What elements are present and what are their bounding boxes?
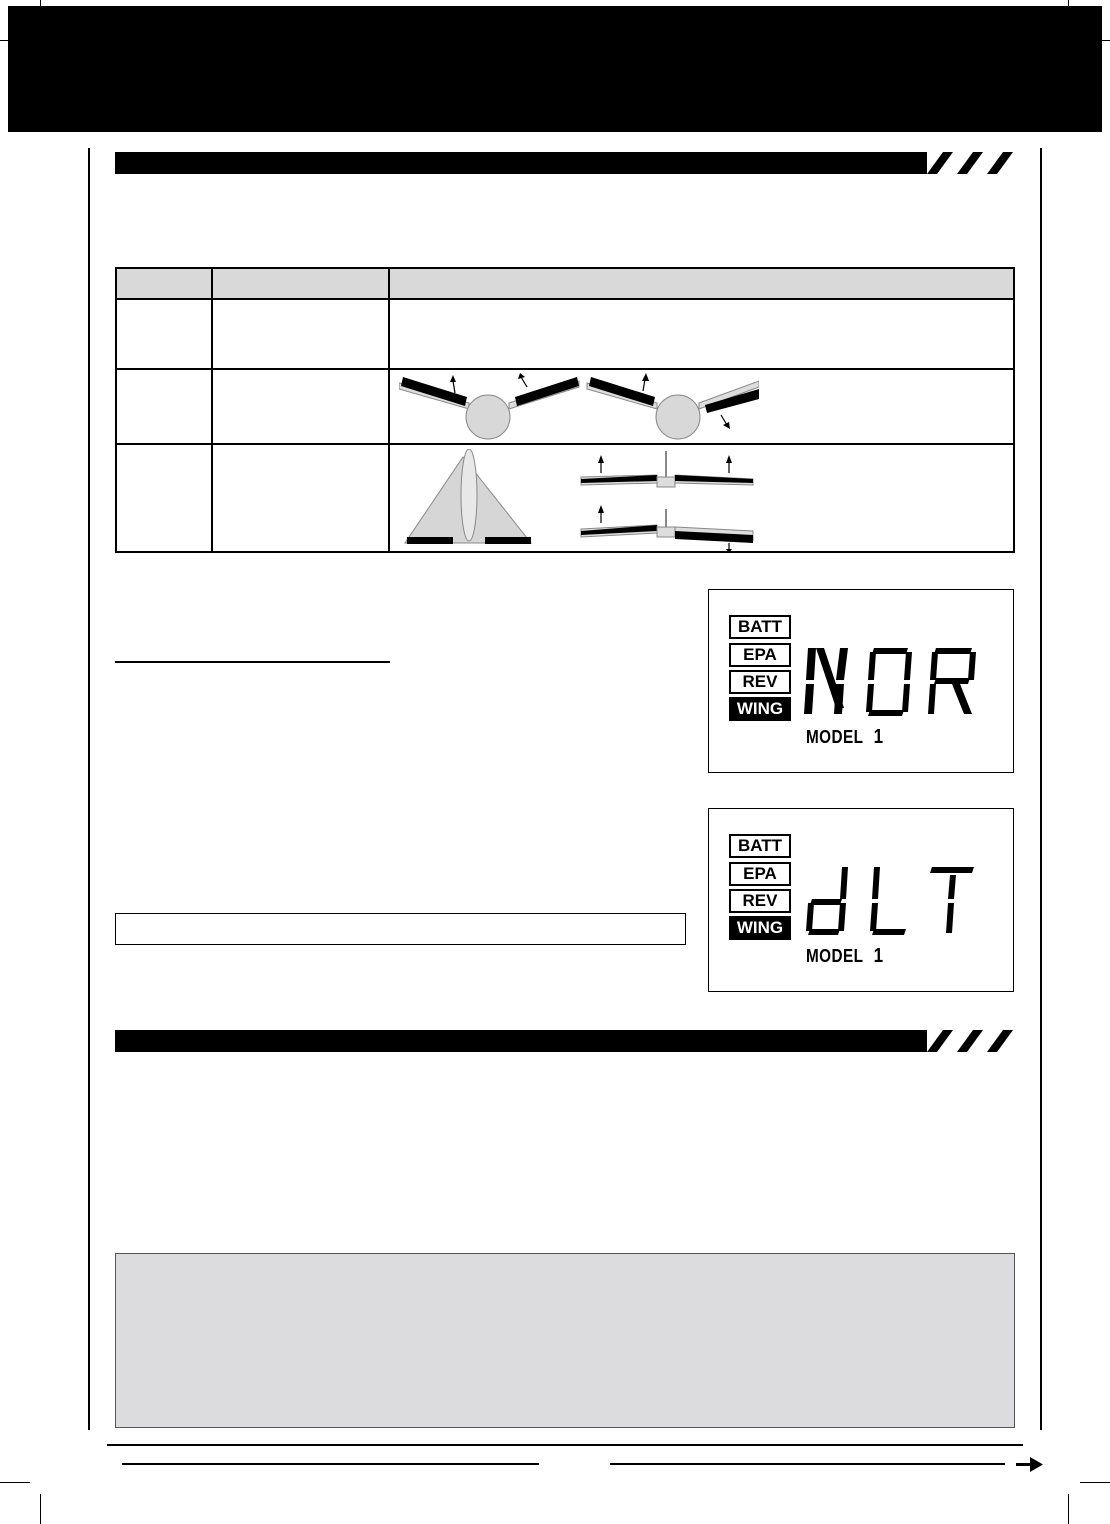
lcd-screen-nor [708, 589, 1014, 773]
crop-mark [1068, 1494, 1069, 1524]
crop-mark [0, 1482, 30, 1483]
segment-letter-d [806, 867, 848, 935]
page-header-banner [8, 6, 1102, 132]
v-tail-front-view-icon [399, 373, 759, 441]
lcd-tag-rev: REV [729, 889, 791, 913]
lcd-tag-epa: EPA [729, 862, 791, 886]
model-text: MODEL [806, 946, 864, 966]
footer-line-left [122, 1463, 539, 1465]
section-header-bar [115, 1030, 1015, 1052]
segment-letter-t [930, 867, 974, 933]
lcd-screen-dlt [708, 808, 1014, 992]
table-column-divider [388, 269, 390, 551]
footer-line-right [610, 1463, 1005, 1465]
table-row-divider [117, 443, 1013, 445]
lcd-tag-wing: WING [729, 697, 791, 721]
lcd-segment-display [804, 837, 984, 937]
section-header-fill [115, 1030, 927, 1052]
table-column-divider [211, 269, 213, 551]
lcd-tag-wing: WING [729, 916, 791, 940]
model-text: MODEL [806, 727, 864, 747]
lcd-segment-display [804, 618, 984, 718]
model-number: 1 [873, 945, 884, 967]
subheading-underline [115, 661, 390, 663]
footer-rule [107, 1444, 1023, 1446]
lcd-model-label [806, 726, 883, 749]
left-margin-rule [88, 148, 90, 1430]
segment-letter-l [870, 867, 906, 935]
note-box [115, 913, 686, 945]
model-number: 1 [873, 726, 884, 748]
segment-letter-n [804, 648, 848, 714]
segment-letter-o [866, 648, 912, 716]
lcd-tag-rev: REV [729, 670, 791, 694]
stripes-icon [905, 152, 1017, 174]
lcd-tag-batt: BATT [729, 615, 791, 639]
crop-mark [40, 1494, 41, 1524]
crop-mark [1080, 1482, 1110, 1483]
arrow-right-icon[interactable] [1016, 1455, 1044, 1473]
table-header-row [117, 269, 1013, 300]
lcd-model-label [806, 945, 883, 968]
lcd-tag-epa: EPA [729, 643, 791, 667]
stripes-icon [905, 1030, 1017, 1052]
segment-letter-r [928, 648, 976, 714]
elevon-side-view-icon [579, 447, 757, 553]
wing-type-table [115, 267, 1015, 553]
section-header-bar [115, 152, 1015, 174]
tip-box [115, 1253, 1015, 1428]
delta-wing-icon [403, 449, 533, 551]
right-margin-rule [1040, 148, 1042, 1430]
lcd-tag-batt: BATT [729, 834, 791, 858]
table-row-divider [117, 368, 1013, 370]
section-header-fill [115, 152, 927, 174]
